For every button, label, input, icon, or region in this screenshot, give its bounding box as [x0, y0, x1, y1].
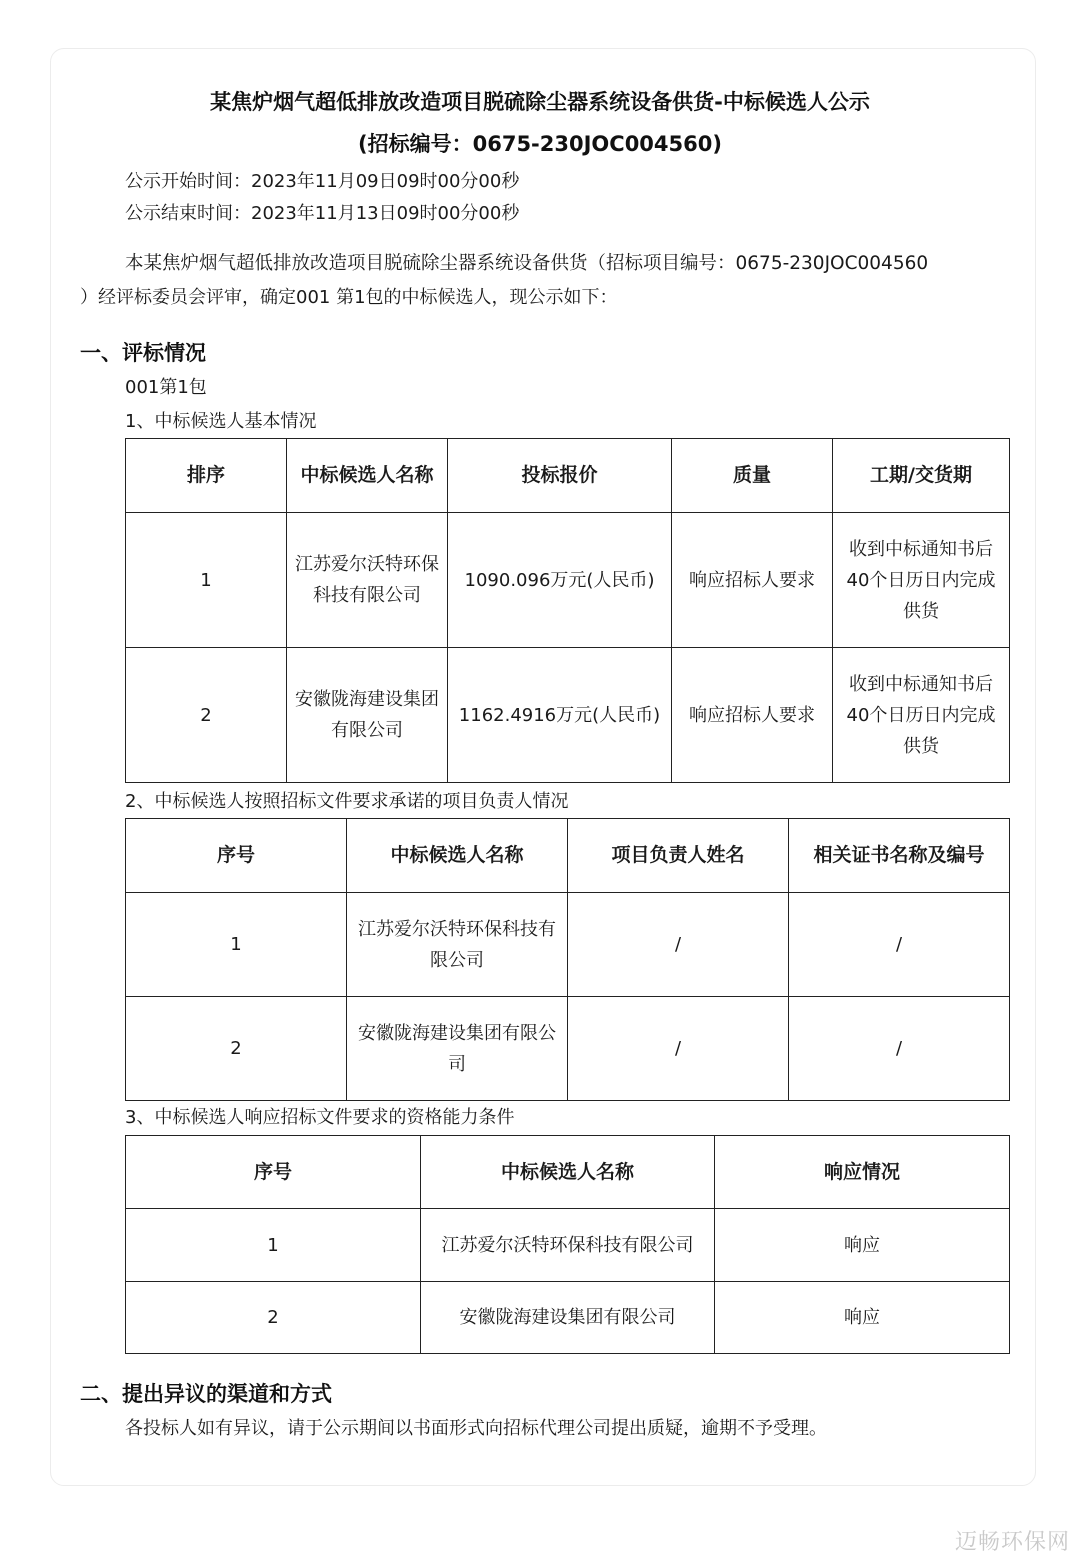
- delivery-period-cell: [833, 513, 1010, 648]
- candidates-basic-table: [125, 438, 1010, 783]
- header-candidate-name: 中标候选人名称: [347, 819, 568, 893]
- table-row: [126, 1282, 1010, 1354]
- manager-name-cell: /: [568, 893, 789, 997]
- candidate-name-cell: [287, 513, 448, 648]
- header-certificate: 相关证书名称及编号: [789, 819, 1010, 893]
- candidate-name-line: 司: [448, 1053, 466, 1075]
- candidate-name-cell: 安徽陇海建设集团有限公司: [421, 1282, 715, 1354]
- table-header-row: [126, 819, 1010, 893]
- section-heading-objection: 二、提出异议的渠道和方式: [80, 1382, 332, 1406]
- table-row: [126, 893, 1010, 997]
- delivery-period-line: 40个日历日内完成: [846, 704, 996, 726]
- response-cell: 响应: [715, 1282, 1010, 1354]
- rank-cell: 1: [126, 513, 287, 648]
- candidate-name-line: 安徽陇海建设集团: [295, 689, 439, 710]
- header-bid-price: 投标报价: [448, 439, 672, 513]
- qualification-table: [125, 1135, 1010, 1354]
- quality-cell: 响应招标人要求: [672, 648, 833, 783]
- document-title: 某焦炉烟气超低排放改造项目脱硫除尘器系统设备供货-中标候选人公示: [210, 90, 870, 114]
- intro-paragraph-line2: ）经评标委员会评审，确定001 第1包的中标候选人，现公示如下：: [80, 287, 618, 308]
- candidate-name-line: 江苏爱尔沃特环保科技有: [358, 918, 556, 940]
- candidate-name-cell: [347, 893, 568, 997]
- intro-paragraph-line1: 本某焦炉烟气超低排放改造项目脱硫除尘器系统设备供货（招标项目编号：0675-230JOC004560: [125, 253, 929, 274]
- header-delivery-period: 工期/交货期: [833, 439, 1010, 513]
- section-heading-evaluation: 一、评标情况: [80, 341, 206, 365]
- site-watermark: 迈畅环保网: [954, 1530, 1070, 1555]
- tender-number: (招标编号：0675-230JOC004560): [358, 132, 722, 156]
- delivery-period-line: 收到中标通知书后: [849, 538, 993, 560]
- publicity-start-time: 公示开始时间：2023年11月09日09时00分00秒: [125, 171, 520, 192]
- header-response: 响应情况: [715, 1136, 1010, 1209]
- header-candidate-name: 中标候选人名称: [287, 439, 448, 513]
- project-manager-table: [125, 818, 1010, 1101]
- table2-caption: 2、中标候选人按照招标文件要求承诺的项目负责人情况: [125, 791, 569, 812]
- delivery-period-line: 收到中标通知书后: [849, 673, 993, 695]
- response-cell: 响应: [715, 1209, 1010, 1282]
- candidate-name-line: 有限公司: [331, 720, 403, 741]
- header-rank: 排序: [126, 439, 287, 513]
- bid-price-cell: 1090.096万元(人民币): [448, 513, 672, 648]
- delivery-period-cell: [833, 648, 1010, 783]
- publicity-end-time: 公示结束时间：2023年11月13日09时00分00秒: [125, 203, 520, 224]
- serial-no-cell: 1: [126, 893, 347, 997]
- manager-name-cell: /: [568, 997, 789, 1101]
- delivery-period-line: 供货: [903, 735, 939, 757]
- header-candidate-name: 中标候选人名称: [421, 1136, 715, 1209]
- candidate-name-cell: [347, 997, 568, 1101]
- objection-text: 各投标人如有异议，请于公示期间以书面形式向招标代理公司提出质疑，逾期不予受理。: [125, 1418, 827, 1439]
- table-header-row: [126, 439, 1010, 513]
- certificate-cell: /: [789, 997, 1010, 1101]
- candidate-name-line: 江苏爱尔沃特环保: [295, 554, 439, 575]
- header-quality: 质量: [672, 439, 833, 513]
- serial-no-cell: 2: [126, 997, 347, 1101]
- candidate-name-line: 科技有限公司: [313, 585, 421, 606]
- table1-caption: 1、中标候选人基本情况: [125, 411, 317, 432]
- certificate-cell: /: [789, 893, 1010, 997]
- candidate-name-cell: [287, 648, 448, 783]
- header-serial-no: 序号: [126, 1136, 421, 1209]
- delivery-period-line: 供货: [903, 600, 939, 622]
- table3-caption: 3、中标候选人响应招标文件要求的资格能力条件: [125, 1107, 515, 1128]
- serial-no-cell: 2: [126, 1282, 421, 1354]
- header-manager-name: 项目负责人姓名: [568, 819, 789, 893]
- candidate-name-cell: 江苏爱尔沃特环保科技有限公司: [421, 1209, 715, 1282]
- candidate-name-line: 安徽陇海建设集团有限公: [358, 1022, 556, 1044]
- package-label: 001第1包: [125, 377, 207, 398]
- delivery-period-line: 40个日历日内完成: [846, 569, 996, 591]
- table-row: [126, 513, 1010, 648]
- rank-cell: 2: [126, 648, 287, 783]
- table-header-row: [126, 1136, 1010, 1209]
- bid-price-cell: 1162.4916万元(人民币): [448, 648, 672, 783]
- table-row: [126, 997, 1010, 1101]
- table-row: [126, 1209, 1010, 1282]
- quality-cell: 响应招标人要求: [672, 513, 833, 648]
- table-row: [126, 648, 1010, 783]
- serial-no-cell: 1: [126, 1209, 421, 1282]
- candidate-name-line: 限公司: [430, 949, 484, 971]
- header-serial-no: 序号: [126, 819, 347, 893]
